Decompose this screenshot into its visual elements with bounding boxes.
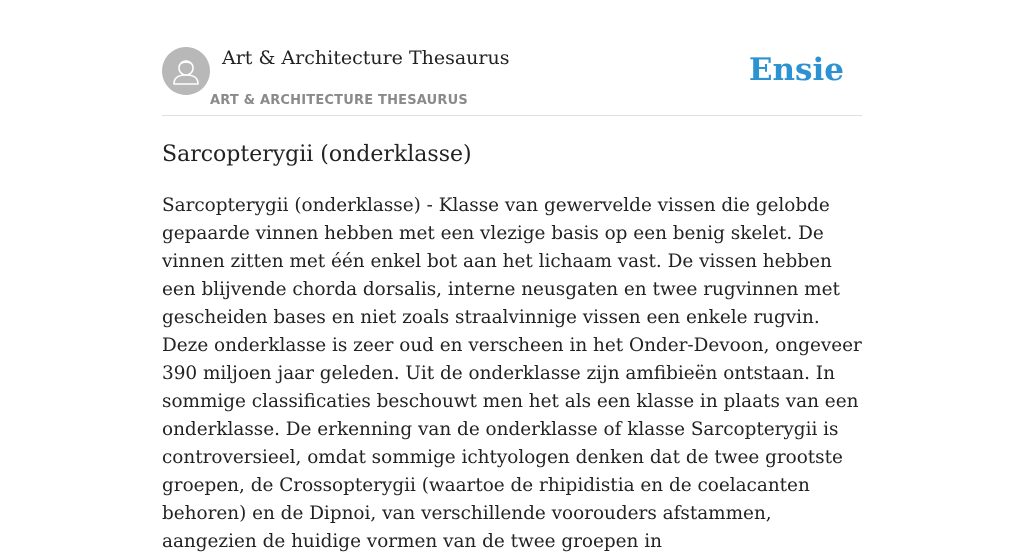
article-title: Sarcopterygii (onderklasse) (162, 142, 472, 167)
author-avatar[interactable] (162, 47, 210, 95)
author-source-label[interactable]: ART & ARCHITECTURE THESAURUS (210, 93, 468, 108)
article-header (162, 0, 862, 116)
brand-logo[interactable]: Ensie (748, 52, 844, 88)
article-container (162, 0, 862, 552)
author-name[interactable]: Art & Architecture Thesaurus (222, 47, 510, 69)
user-silhouette-icon (162, 47, 210, 95)
article-body: Sarcopterygii (onderklasse) - Klasse van gewervelde vissen die gelobde gepaarde vinnen hebben met een vlezige basis op een benig skelet. De vinnen zitten met één enkel bot aan het lichaam vast. De vissen hebben een blijvende chorda dorsalis, interne neusgaten en twee rugvinnen met gescheiden bases en niet zoals straalvinnige vissen een enkele rugvin. Deze onderklasse is zeer oud en verscheen in het Onder-Devoon, ongeveer 390 miljoen jaar geleden. Uit de onderklasse zijn amfibieën ontstaan. In sommige classificaties beschouwt men het als een klasse in plaats van een onderklasse. De erkenning van de onderklasse of klasse Sarcopterygii is controversieel, omdat sommige ichtyologen denken dat de twee grootste groepen, de Crossopterygii (waartoe de rhipidistia en de coelacanten behoren) en de Dipnoi, van verschillende voorouders afstammen, aangezien de huidige vormen van de twee groepen in (162, 195, 862, 552)
